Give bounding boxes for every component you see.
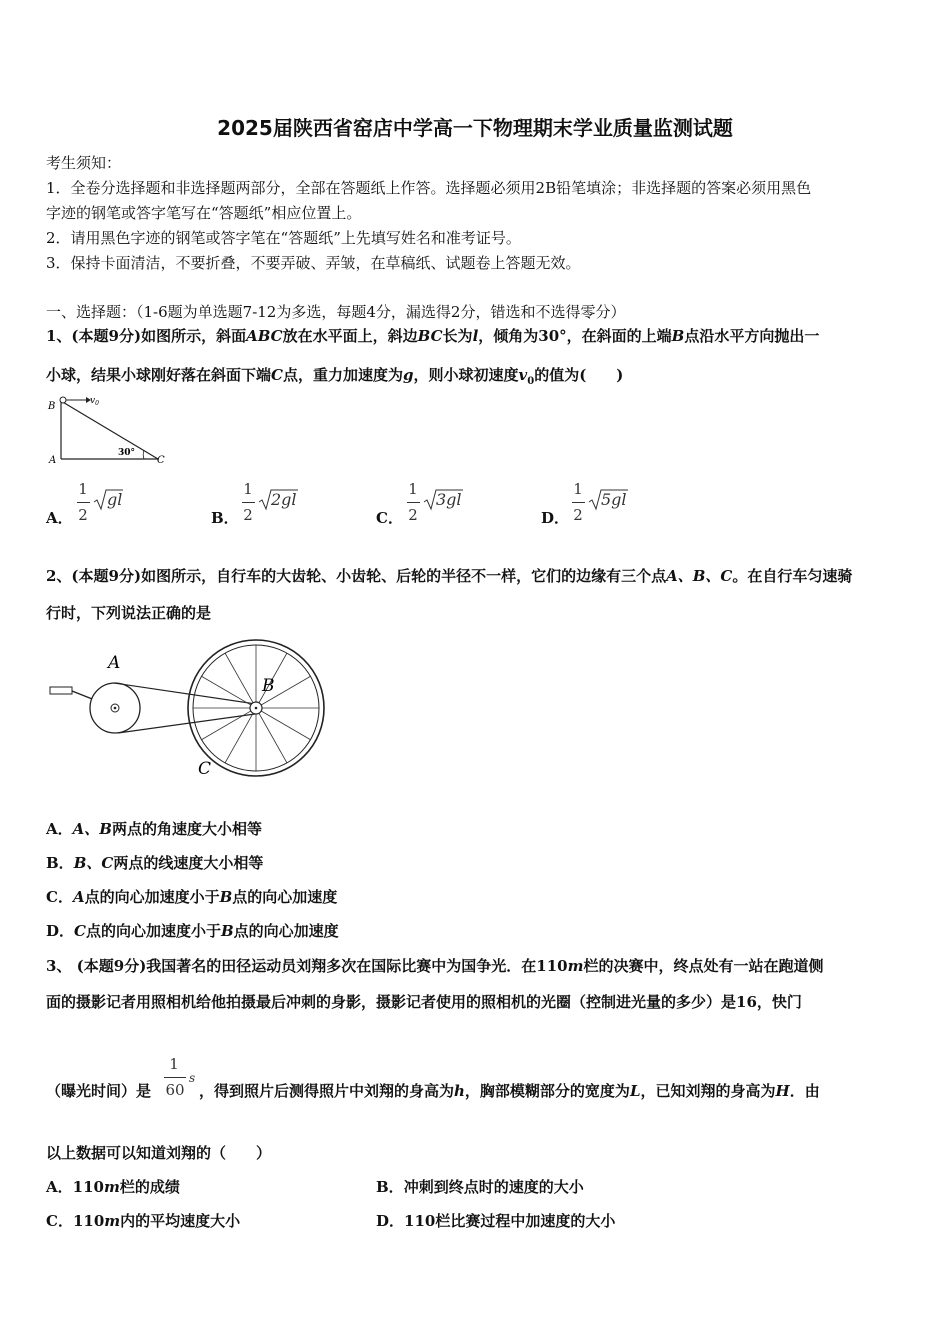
q3-stem-line2: 面的摄影记者用照相机给他拍摄最后冲刺的身影，摄影记者使用的照相机的光圈（控制进光量的多少）是16，快门 [46,993,802,1011]
incline-hypotenuse [61,401,158,459]
ball [60,397,66,403]
option-label: D． [541,509,570,527]
q2-option-a[interactable]: A．A、B两点的角速度大小相等 [46,820,262,838]
q2-stem-line2: 行时，下列说法正确的是 [46,604,212,622]
notice-item-1-cont: 字迹的钢笔或答字笔写在“答题纸”相应位置上。 [46,204,362,222]
fig-label-a: A [49,455,57,466]
q1-incline-figure [44,392,174,468]
section-heading: 一、选择题：（1-6题为单选题7-12为多选，每题4分，漏选得2分，错选和不选得零分） [46,303,626,321]
q2-stem-line1: 2、(本题9分)如图所示，自行车的大齿轮、小齿轮、后轮的半径不一样，它们的边缘有三个点A、B、C。在自行车匀速骑 [46,567,853,585]
q3-stem-line3-start: （曝光时间）是 [46,1082,152,1100]
fig-label-c: C [198,759,212,779]
notice-item-2: 2．请用黑色字迹的钢笔或答字笔在“答题纸”上先填写姓名和准考证号。 [46,229,521,247]
fig-label-v0: $v_0$ [90,396,99,407]
option-label: C． [376,509,403,527]
option-label: A． [46,509,73,527]
q3-option-a[interactable]: A．110m栏的成绩 [46,1178,180,1196]
radicand: 3gl [436,490,462,509]
notice-item-3: 3．保持卡面清洁，不要折叠，不要弄破、弄皱，在草稿纸、试题卷上答题无效。 [46,254,581,272]
q3-stem-line3-rest: ，得到照片后测得照片中刘翔的身高为h，胸部模糊部分的宽度为L，已知刘翔的身高为H．由 [199,1082,820,1100]
fig-label-a: A [108,653,121,673]
exposure-unit: s [189,1071,196,1085]
page-title: 2025届陕西省窑店中学高一下物理期末学业质量监测试题 [217,116,733,140]
radicand: gl [107,490,123,509]
q2-option-b[interactable]: B．B、C两点的线速度大小相等 [46,854,264,872]
q2-bicycle-figure [48,638,338,788]
q3-stem-line4: 以上数据可以知道刘翔的（ ） [46,1144,272,1162]
fig-label-c: C [157,455,165,466]
fig-label-angle: 30° [118,448,136,458]
q3-option-d[interactable]: D．110栏比赛过程中加速度的大小 [376,1212,616,1230]
q2-option-c[interactable]: C．A点的向心加速度小于B点的向心加速度 [46,888,338,906]
q3-stem-line1: 3、 (本题9分)我国著名的田径运动员刘翔多次在国际比赛中为国争光．在110m栏的决赛中，终点处有一站在跑道侧 [46,957,824,975]
notice-heading: 考生须知： [46,154,122,172]
angle-arc [143,450,144,459]
q2-option-d[interactable]: D．C点的向心加速度小于B点的向心加速度 [46,922,339,940]
notice-item-1: 1．全卷分选择题和非选择题两部分，全部在答题纸上作答。选择题必须用2B铅笔填涂；非选择题的答案必须用黑色 [46,179,812,197]
q3-option-b[interactable]: B．冲刺到终点时的速度的大小 [376,1178,584,1196]
pedal [50,687,72,694]
fig-label-b: B [48,401,56,412]
q1-stem-line1: 1、(本题9分)如图所示，斜面ABC放在水平面上，斜边BC长为l，倾角为30°，在斜面的上端B点沿水平方向抛出一 [46,327,820,345]
radicand: 5gl [601,490,627,509]
fig-label-b: B [262,676,275,696]
option-label: B． [211,509,239,527]
q3-option-c[interactable]: C．110m内的平均速度大小 [46,1212,241,1230]
radicand: 2gl [271,490,297,509]
q1-stem-line2: 小球，结果小球刚好落在斜面下端C点，重力加速度为g，则小球初速度$v_0$的值为( ) [46,366,624,387]
